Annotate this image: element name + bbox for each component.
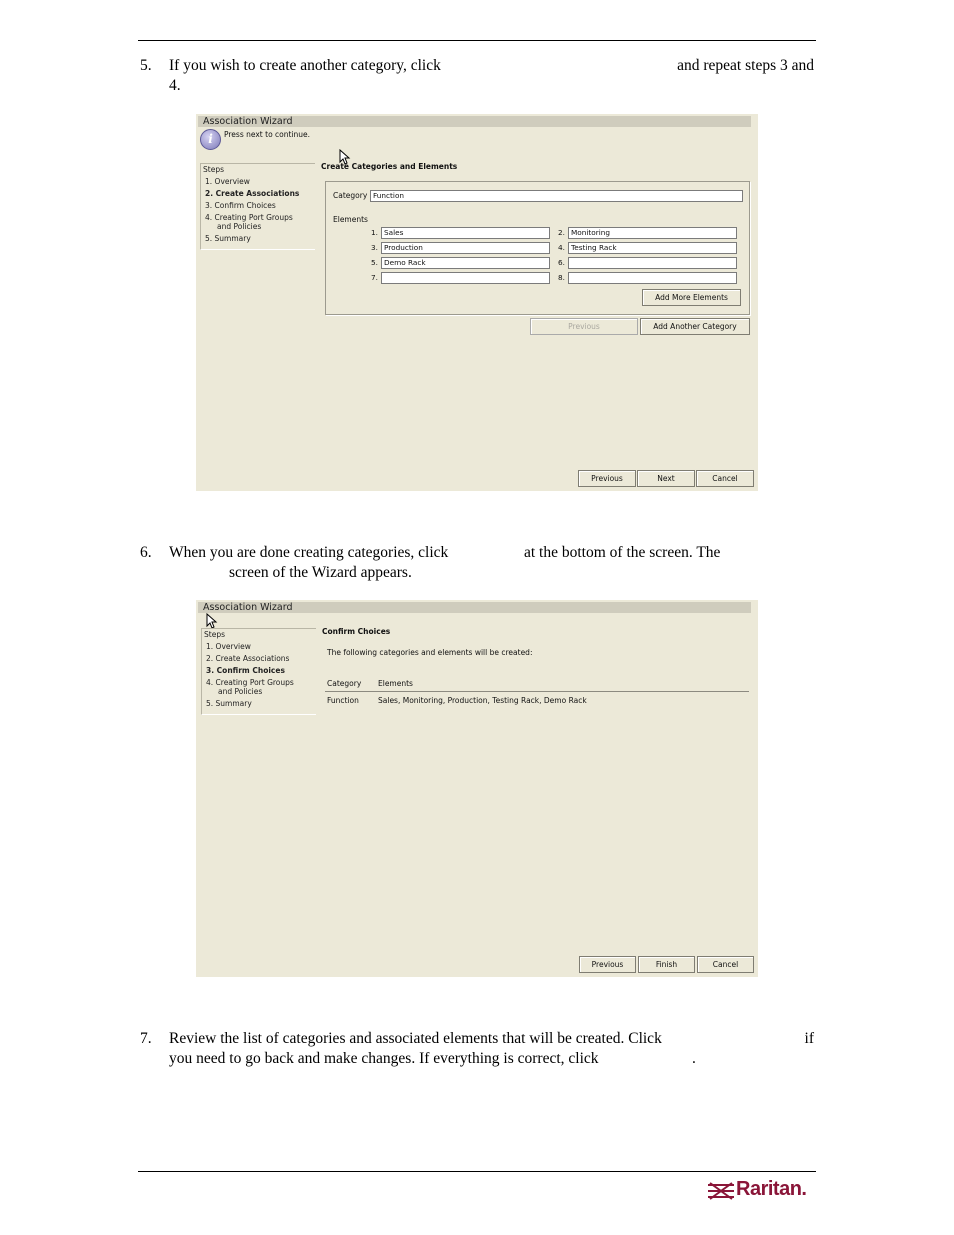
screenshot-create-categories (196, 114, 758, 491)
section-title: Confirm Choices (322, 627, 391, 636)
cancel-button[interactable]: Cancel (696, 470, 754, 487)
previous-button[interactable]: Previous (579, 956, 636, 973)
element-input-5[interactable]: Demo Rack (381, 257, 550, 269)
step-number: 5. (140, 57, 152, 74)
element-input-4[interactable]: Testing Rack (568, 242, 737, 254)
step-text-cont: 4. (169, 77, 181, 94)
steps-header: Steps (204, 630, 225, 639)
element-num: 1. (371, 228, 378, 237)
logo-text: Raritan. (736, 1178, 807, 1200)
previous-category-button[interactable]: Previous (530, 318, 638, 335)
steps-panel (201, 628, 316, 715)
element-input-3[interactable]: Production (381, 242, 550, 254)
element-input-1[interactable]: Sales (381, 227, 550, 239)
next-button[interactable]: Next (637, 470, 695, 487)
step-7 (140, 1029, 816, 1071)
element-num: 7. (371, 273, 378, 282)
step-item-summary[interactable]: 5. Summary (206, 699, 252, 708)
step-text-right: and repeat steps 3 and (677, 57, 814, 74)
element-num: 2. (558, 228, 565, 237)
step-text-right: if (804, 1030, 814, 1047)
step-text-end: . (692, 1050, 696, 1067)
column-header-elements: Elements (378, 679, 413, 688)
step-item-confirm-choices[interactable]: 3. Confirm Choices (205, 201, 276, 210)
element-input-8[interactable] (568, 272, 737, 284)
header-rule (138, 40, 816, 41)
category-label: Category (333, 191, 368, 200)
element-num: 4. (558, 243, 565, 252)
element-input-2[interactable]: Monitoring (568, 227, 737, 239)
step-text-cont: you need to go back and make changes. If everything is correct, click (169, 1050, 599, 1067)
step-text-right: at the bottom of the screen. The (524, 544, 721, 561)
finish-button[interactable]: Finish (638, 956, 695, 973)
table-divider (325, 691, 749, 692)
step-item-port-groups-cont: and Policies (218, 687, 263, 696)
mouse-cursor-icon (206, 613, 218, 629)
step-item-port-groups[interactable]: 4. Creating Port Groups (205, 213, 293, 222)
step-6 (140, 543, 816, 585)
element-num: 5. (371, 258, 378, 267)
section-title: Create Categories and Elements (321, 162, 458, 171)
raritan-logo-icon (706, 1182, 736, 1200)
step-text: When you are done creating categories, click (169, 544, 449, 561)
step-text: If you wish to create another category, click (169, 57, 441, 74)
add-more-elements-button[interactable]: Add More Elements (642, 289, 741, 306)
elements-label: Elements (333, 215, 368, 224)
step-text-cont: screen of the Wizard appears. (229, 564, 412, 581)
intro-text: The following categories and elements will be created: (327, 648, 533, 657)
column-header-category: Category (327, 679, 362, 688)
cancel-button[interactable]: Cancel (697, 956, 754, 973)
step-item-port-groups-cont: and Policies (217, 222, 262, 231)
previous-button[interactable]: Previous (578, 470, 636, 487)
step-item-create-associations[interactable]: 2. Create Associations (205, 189, 300, 198)
step-item-summary[interactable]: 5. Summary (205, 234, 251, 243)
step-item-confirm-choices[interactable]: 3. Confirm Choices (206, 666, 285, 675)
step-item-overview[interactable]: 1. Overview (205, 177, 250, 186)
element-num: 8. (558, 273, 565, 282)
step-5 (140, 56, 816, 98)
step-item-port-groups[interactable]: 4. Creating Port Groups (206, 678, 294, 687)
step-number: 6. (140, 544, 152, 561)
step-text: Review the list of categories and associated elements that will be created. Click (169, 1030, 662, 1047)
add-another-category-button[interactable]: Add Another Category (640, 318, 750, 335)
footer-rule (138, 1171, 816, 1172)
row-category: Function (327, 696, 359, 705)
element-input-6[interactable] (568, 257, 737, 269)
row-elements: Sales, Monitoring, Production, Testing Rack, Demo Rack (378, 696, 587, 705)
element-num: 6. (558, 258, 565, 267)
wizard-title: Association Wizard (198, 116, 751, 127)
info-icon: i (200, 129, 221, 150)
step-item-create-associations[interactable]: 2. Create Associations (206, 654, 290, 663)
element-num: 3. (371, 243, 378, 252)
info-text: Press next to continue. (224, 130, 311, 139)
steps-panel (200, 163, 315, 250)
category-input[interactable]: Function (370, 190, 743, 202)
screenshot-confirm-choices (196, 600, 758, 977)
step-number: 7. (140, 1030, 152, 1047)
element-input-7[interactable] (381, 272, 550, 284)
steps-header: Steps (203, 165, 224, 174)
raritan-logo (706, 1180, 814, 1202)
step-item-overview[interactable]: 1. Overview (206, 642, 251, 651)
wizard-title: Association Wizard (198, 602, 751, 613)
